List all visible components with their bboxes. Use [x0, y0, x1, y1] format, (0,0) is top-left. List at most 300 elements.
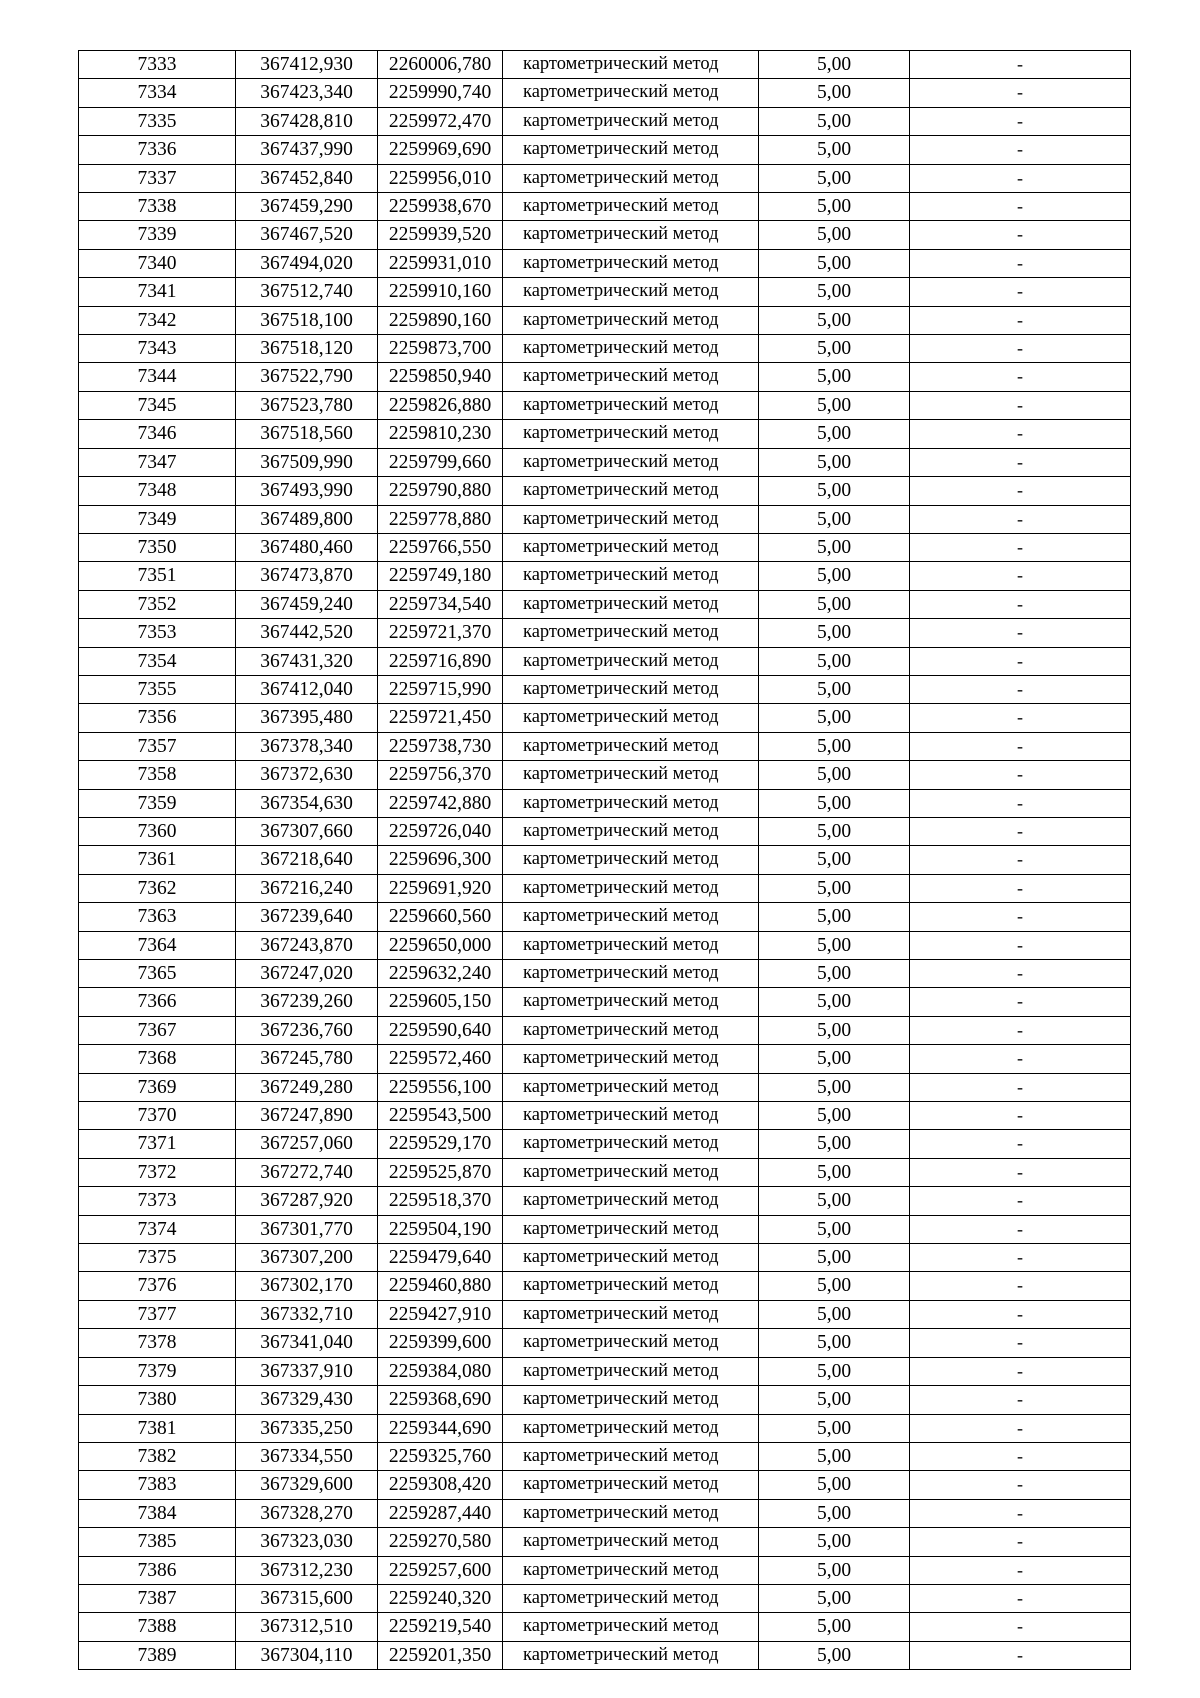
x-coordinate-cell: 367518,120 [236, 335, 378, 363]
description-cell: - [910, 903, 1131, 931]
x-coordinate-cell: 367480,460 [236, 533, 378, 561]
x-coordinate-cell: 367216,240 [236, 874, 378, 902]
accuracy-cell: 5,00 [759, 1329, 910, 1357]
method-cell: картометрический метод [503, 704, 759, 732]
x-coordinate-cell: 367512,740 [236, 278, 378, 306]
accuracy-cell: 5,00 [759, 448, 910, 476]
method-cell: картометрический метод [503, 562, 759, 590]
point-number-cell: 7352 [79, 590, 236, 618]
description-cell: - [910, 647, 1131, 675]
description-cell: - [910, 1244, 1131, 1272]
method-cell: картометрический метод [503, 1329, 759, 1357]
point-number-cell: 7387 [79, 1584, 236, 1612]
y-coordinate-cell: 2259691,920 [378, 874, 503, 902]
x-coordinate-cell: 367518,100 [236, 306, 378, 334]
x-coordinate-cell: 367341,040 [236, 1329, 378, 1357]
accuracy-cell: 5,00 [759, 761, 910, 789]
table-row [79, 164, 1131, 192]
table-row [79, 647, 1131, 675]
point-number-cell: 7333 [79, 51, 236, 79]
y-coordinate-cell: 2259778,880 [378, 505, 503, 533]
x-coordinate-cell: 367239,260 [236, 988, 378, 1016]
method-cell: картометрический метод [503, 363, 759, 391]
table-row [79, 1215, 1131, 1243]
description-cell: - [910, 1584, 1131, 1612]
description-cell: - [910, 363, 1131, 391]
x-coordinate-cell: 367337,910 [236, 1357, 378, 1385]
y-coordinate-cell: 2259219,540 [378, 1613, 503, 1641]
x-coordinate-cell: 367287,920 [236, 1187, 378, 1215]
point-number-cell: 7361 [79, 846, 236, 874]
y-coordinate-cell: 2259504,190 [378, 1215, 503, 1243]
method-cell: картометрический метод [503, 164, 759, 192]
x-coordinate-cell: 367312,230 [236, 1556, 378, 1584]
table-row [79, 1556, 1131, 1584]
accuracy-cell: 5,00 [759, 164, 910, 192]
description-cell: - [910, 391, 1131, 419]
x-coordinate-cell: 367249,280 [236, 1073, 378, 1101]
method-cell: картометрический метод [503, 391, 759, 419]
x-coordinate-cell: 367272,740 [236, 1158, 378, 1186]
table-row [79, 761, 1131, 789]
table-row [79, 505, 1131, 533]
description-cell: - [910, 79, 1131, 107]
y-coordinate-cell: 2259384,080 [378, 1357, 503, 1385]
point-number-cell: 7353 [79, 619, 236, 647]
accuracy-cell: 5,00 [759, 1300, 910, 1328]
x-coordinate-cell: 367257,060 [236, 1130, 378, 1158]
method-cell: картометрический метод [503, 1244, 759, 1272]
point-number-cell: 7375 [79, 1244, 236, 1272]
point-number-cell: 7337 [79, 164, 236, 192]
accuracy-cell: 5,00 [759, 1528, 910, 1556]
y-coordinate-cell: 2259931,010 [378, 249, 503, 277]
accuracy-cell: 5,00 [759, 675, 910, 703]
table-row [79, 51, 1131, 79]
table-row [79, 1499, 1131, 1527]
accuracy-cell: 5,00 [759, 1073, 910, 1101]
y-coordinate-cell: 2259308,420 [378, 1471, 503, 1499]
method-cell: картометрический метод [503, 1073, 759, 1101]
method-cell: картометрический метод [503, 1442, 759, 1470]
point-number-cell: 7335 [79, 107, 236, 135]
table-row [79, 590, 1131, 618]
accuracy-cell: 5,00 [759, 846, 910, 874]
table-row [79, 960, 1131, 988]
point-number-cell: 7383 [79, 1471, 236, 1499]
table-row [79, 1357, 1131, 1385]
description-cell: - [910, 193, 1131, 221]
x-coordinate-cell: 367236,760 [236, 1016, 378, 1044]
table-row [79, 817, 1131, 845]
method-cell: картометрический метод [503, 278, 759, 306]
x-coordinate-cell: 367459,290 [236, 193, 378, 221]
method-cell: картометрический метод [503, 1158, 759, 1186]
method-cell: картометрический метод [503, 846, 759, 874]
accuracy-cell: 5,00 [759, 136, 910, 164]
accuracy-cell: 5,00 [759, 79, 910, 107]
point-number-cell: 7345 [79, 391, 236, 419]
description-cell: - [910, 817, 1131, 845]
point-number-cell: 7359 [79, 789, 236, 817]
y-coordinate-cell: 2259660,560 [378, 903, 503, 931]
accuracy-cell: 5,00 [759, 988, 910, 1016]
point-number-cell: 7344 [79, 363, 236, 391]
point-number-cell: 7358 [79, 761, 236, 789]
accuracy-cell: 5,00 [759, 1244, 910, 1272]
point-number-cell: 7363 [79, 903, 236, 931]
table-row [79, 619, 1131, 647]
y-coordinate-cell: 2259257,600 [378, 1556, 503, 1584]
y-coordinate-cell: 2259715,990 [378, 675, 503, 703]
method-cell: картометрический метод [503, 79, 759, 107]
point-number-cell: 7378 [79, 1329, 236, 1357]
table-row [79, 874, 1131, 902]
table-row [79, 1016, 1131, 1044]
accuracy-cell: 5,00 [759, 1272, 910, 1300]
table-row [79, 1244, 1131, 1272]
x-coordinate-cell: 367372,630 [236, 761, 378, 789]
point-number-cell: 7336 [79, 136, 236, 164]
table-row [79, 363, 1131, 391]
x-coordinate-cell: 367431,320 [236, 647, 378, 675]
table-row [79, 1300, 1131, 1328]
coordinates-table-body [79, 51, 1131, 1670]
point-number-cell: 7368 [79, 1045, 236, 1073]
x-coordinate-cell: 367312,510 [236, 1613, 378, 1641]
accuracy-cell: 5,00 [759, 704, 910, 732]
x-coordinate-cell: 367334,550 [236, 1442, 378, 1470]
accuracy-cell: 5,00 [759, 874, 910, 902]
x-coordinate-cell: 367335,250 [236, 1414, 378, 1442]
method-cell: картометрический метод [503, 1102, 759, 1130]
x-coordinate-cell: 367329,600 [236, 1471, 378, 1499]
table-row [79, 675, 1131, 703]
accuracy-cell: 5,00 [759, 505, 910, 533]
method-cell: картометрический метод [503, 505, 759, 533]
description-cell: - [910, 761, 1131, 789]
description-cell: - [910, 1528, 1131, 1556]
x-coordinate-cell: 367329,430 [236, 1386, 378, 1414]
method-cell: картометрический метод [503, 988, 759, 1016]
method-cell: картометрический метод [503, 1187, 759, 1215]
y-coordinate-cell: 2259890,160 [378, 306, 503, 334]
method-cell: картометрический метод [503, 1272, 759, 1300]
accuracy-cell: 5,00 [759, 193, 910, 221]
point-number-cell: 7342 [79, 306, 236, 334]
method-cell: картометрический метод [503, 1499, 759, 1527]
method-cell: картометрический метод [503, 136, 759, 164]
y-coordinate-cell: 2259990,740 [378, 79, 503, 107]
method-cell: картометрический метод [503, 448, 759, 476]
description-cell: - [910, 51, 1131, 79]
accuracy-cell: 5,00 [759, 1414, 910, 1442]
y-coordinate-cell: 2259572,460 [378, 1045, 503, 1073]
y-coordinate-cell: 2259525,870 [378, 1158, 503, 1186]
x-coordinate-cell: 367489,800 [236, 505, 378, 533]
description-cell: - [910, 1414, 1131, 1442]
method-cell: картометрический метод [503, 789, 759, 817]
point-number-cell: 7377 [79, 1300, 236, 1328]
point-number-cell: 7384 [79, 1499, 236, 1527]
x-coordinate-cell: 367523,780 [236, 391, 378, 419]
y-coordinate-cell: 2259826,880 [378, 391, 503, 419]
accuracy-cell: 5,00 [759, 1584, 910, 1612]
method-cell: картометрический метод [503, 249, 759, 277]
x-coordinate-cell: 367247,020 [236, 960, 378, 988]
description-cell: - [910, 1300, 1131, 1328]
method-cell: картометрический метод [503, 107, 759, 135]
point-number-cell: 7370 [79, 1102, 236, 1130]
y-coordinate-cell: 2259742,880 [378, 789, 503, 817]
accuracy-cell: 5,00 [759, 817, 910, 845]
y-coordinate-cell: 2259368,690 [378, 1386, 503, 1414]
x-coordinate-cell: 367354,630 [236, 789, 378, 817]
accuracy-cell: 5,00 [759, 1471, 910, 1499]
description-cell: - [910, 221, 1131, 249]
x-coordinate-cell: 367247,890 [236, 1102, 378, 1130]
method-cell: картометрический метод [503, 1641, 759, 1669]
description-cell: - [910, 1357, 1131, 1385]
description-cell: - [910, 675, 1131, 703]
point-number-cell: 7360 [79, 817, 236, 845]
y-coordinate-cell: 2259766,550 [378, 533, 503, 561]
description-cell: - [910, 562, 1131, 590]
y-coordinate-cell: 2259799,660 [378, 448, 503, 476]
x-coordinate-cell: 367239,640 [236, 903, 378, 931]
table-row [79, 1471, 1131, 1499]
x-coordinate-cell: 367307,200 [236, 1244, 378, 1272]
accuracy-cell: 5,00 [759, 107, 910, 135]
table-row [79, 1386, 1131, 1414]
table-row [79, 1045, 1131, 1073]
description-cell: - [910, 931, 1131, 959]
x-coordinate-cell: 367315,600 [236, 1584, 378, 1612]
x-coordinate-cell: 367459,240 [236, 590, 378, 618]
method-cell: картометрический метод [503, 675, 759, 703]
method-cell: картометрический метод [503, 1045, 759, 1073]
description-cell: - [910, 136, 1131, 164]
description-cell: - [910, 704, 1131, 732]
description-cell: - [910, 1102, 1131, 1130]
point-number-cell: 7348 [79, 477, 236, 505]
table-row [79, 1187, 1131, 1215]
table-row [79, 221, 1131, 249]
y-coordinate-cell: 2259240,320 [378, 1584, 503, 1612]
accuracy-cell: 5,00 [759, 1130, 910, 1158]
point-number-cell: 7382 [79, 1442, 236, 1470]
method-cell: картометрический метод [503, 306, 759, 334]
method-cell: картометрический метод [503, 1215, 759, 1243]
point-number-cell: 7385 [79, 1528, 236, 1556]
method-cell: картометрический метод [503, 817, 759, 845]
x-coordinate-cell: 367412,930 [236, 51, 378, 79]
y-coordinate-cell: 2259850,940 [378, 363, 503, 391]
table-row [79, 562, 1131, 590]
point-number-cell: 7374 [79, 1215, 236, 1243]
method-cell: картометрический метод [503, 533, 759, 561]
accuracy-cell: 5,00 [759, 1641, 910, 1669]
y-coordinate-cell: 2259972,470 [378, 107, 503, 135]
point-number-cell: 7366 [79, 988, 236, 1016]
y-coordinate-cell: 2259810,230 [378, 420, 503, 448]
accuracy-cell: 5,00 [759, 278, 910, 306]
table-row [79, 136, 1131, 164]
table-row [79, 1584, 1131, 1612]
y-coordinate-cell: 2259716,890 [378, 647, 503, 675]
y-coordinate-cell: 2259605,150 [378, 988, 503, 1016]
description-cell: - [910, 619, 1131, 647]
x-coordinate-cell: 367323,030 [236, 1528, 378, 1556]
method-cell: картометрический метод [503, 51, 759, 79]
y-coordinate-cell: 2259910,160 [378, 278, 503, 306]
point-number-cell: 7362 [79, 874, 236, 902]
method-cell: картометрический метод [503, 931, 759, 959]
method-cell: картометрический метод [503, 1584, 759, 1612]
table-row [79, 789, 1131, 817]
method-cell: картометрический метод [503, 619, 759, 647]
table-row [79, 278, 1131, 306]
accuracy-cell: 5,00 [759, 1613, 910, 1641]
coordinates-table [78, 50, 1131, 1670]
accuracy-cell: 5,00 [759, 391, 910, 419]
x-coordinate-cell: 367218,640 [236, 846, 378, 874]
table-row [79, 249, 1131, 277]
method-cell: картометрический метод [503, 420, 759, 448]
accuracy-cell: 5,00 [759, 1357, 910, 1385]
x-coordinate-cell: 367493,990 [236, 477, 378, 505]
method-cell: картометрический метод [503, 1130, 759, 1158]
accuracy-cell: 5,00 [759, 789, 910, 817]
method-cell: картометрический метод [503, 1300, 759, 1328]
x-coordinate-cell: 367245,780 [236, 1045, 378, 1073]
description-cell: - [910, 1158, 1131, 1186]
x-coordinate-cell: 367412,040 [236, 675, 378, 703]
accuracy-cell: 5,00 [759, 420, 910, 448]
y-coordinate-cell: 2259344,690 [378, 1414, 503, 1442]
y-coordinate-cell: 2259427,910 [378, 1300, 503, 1328]
description-cell: - [910, 1130, 1131, 1158]
y-coordinate-cell: 2259939,520 [378, 221, 503, 249]
table-row [79, 448, 1131, 476]
description-cell: - [910, 1329, 1131, 1357]
point-number-cell: 7341 [79, 278, 236, 306]
y-coordinate-cell: 2259696,300 [378, 846, 503, 874]
method-cell: картометрический метод [503, 761, 759, 789]
description-cell: - [910, 590, 1131, 618]
description-cell: - [910, 448, 1131, 476]
point-number-cell: 7349 [79, 505, 236, 533]
y-coordinate-cell: 2259632,240 [378, 960, 503, 988]
accuracy-cell: 5,00 [759, 1442, 910, 1470]
point-number-cell: 7380 [79, 1386, 236, 1414]
x-coordinate-cell: 367328,270 [236, 1499, 378, 1527]
y-coordinate-cell: 2259726,040 [378, 817, 503, 845]
x-coordinate-cell: 367473,870 [236, 562, 378, 590]
x-coordinate-cell: 367378,340 [236, 732, 378, 760]
table-row [79, 533, 1131, 561]
description-cell: - [910, 1016, 1131, 1044]
table-row [79, 1102, 1131, 1130]
description-cell: - [910, 988, 1131, 1016]
point-number-cell: 7357 [79, 732, 236, 760]
method-cell: картометрический метод [503, 590, 759, 618]
table-row [79, 846, 1131, 874]
table-row [79, 477, 1131, 505]
x-coordinate-cell: 367452,840 [236, 164, 378, 192]
description-cell: - [910, 1613, 1131, 1641]
y-coordinate-cell: 2259749,180 [378, 562, 503, 590]
description-cell: - [910, 1471, 1131, 1499]
description-cell: - [910, 874, 1131, 902]
description-cell: - [910, 1386, 1131, 1414]
accuracy-cell: 5,00 [759, 590, 910, 618]
point-number-cell: 7376 [79, 1272, 236, 1300]
description-cell: - [910, 1215, 1131, 1243]
point-number-cell: 7338 [79, 193, 236, 221]
description-cell: - [910, 164, 1131, 192]
accuracy-cell: 5,00 [759, 931, 910, 959]
y-coordinate-cell: 2259325,760 [378, 1442, 503, 1470]
accuracy-cell: 5,00 [759, 960, 910, 988]
accuracy-cell: 5,00 [759, 732, 910, 760]
description-cell: - [910, 960, 1131, 988]
accuracy-cell: 5,00 [759, 533, 910, 561]
method-cell: картометрический метод [503, 1386, 759, 1414]
y-coordinate-cell: 2259479,640 [378, 1244, 503, 1272]
table-row [79, 1272, 1131, 1300]
accuracy-cell: 5,00 [759, 249, 910, 277]
accuracy-cell: 5,00 [759, 335, 910, 363]
method-cell: картометрический метод [503, 335, 759, 363]
table-row [79, 1414, 1131, 1442]
point-number-cell: 7354 [79, 647, 236, 675]
accuracy-cell: 5,00 [759, 477, 910, 505]
y-coordinate-cell: 2259721,450 [378, 704, 503, 732]
point-number-cell: 7372 [79, 1158, 236, 1186]
x-coordinate-cell: 367437,990 [236, 136, 378, 164]
x-coordinate-cell: 367302,170 [236, 1272, 378, 1300]
y-coordinate-cell: 2259650,000 [378, 931, 503, 959]
method-cell: картометрический метод [503, 647, 759, 675]
point-number-cell: 7379 [79, 1357, 236, 1385]
point-number-cell: 7356 [79, 704, 236, 732]
point-number-cell: 7365 [79, 960, 236, 988]
y-coordinate-cell: 2259529,170 [378, 1130, 503, 1158]
point-number-cell: 7339 [79, 221, 236, 249]
description-cell: - [910, 505, 1131, 533]
method-cell: картометрический метод [503, 1016, 759, 1044]
method-cell: картометрический метод [503, 1357, 759, 1385]
accuracy-cell: 5,00 [759, 1187, 910, 1215]
x-coordinate-cell: 367307,660 [236, 817, 378, 845]
table-row [79, 1329, 1131, 1357]
description-cell: - [910, 1442, 1131, 1470]
description-cell: - [910, 1499, 1131, 1527]
table-row [79, 1130, 1131, 1158]
y-coordinate-cell: 2259590,640 [378, 1016, 503, 1044]
point-number-cell: 7334 [79, 79, 236, 107]
description-cell: - [910, 846, 1131, 874]
accuracy-cell: 5,00 [759, 562, 910, 590]
point-number-cell: 7386 [79, 1556, 236, 1584]
description-cell: - [910, 732, 1131, 760]
x-coordinate-cell: 367494,020 [236, 249, 378, 277]
x-coordinate-cell: 367395,480 [236, 704, 378, 732]
accuracy-cell: 5,00 [759, 51, 910, 79]
accuracy-cell: 5,00 [759, 1102, 910, 1130]
table-row [79, 1158, 1131, 1186]
